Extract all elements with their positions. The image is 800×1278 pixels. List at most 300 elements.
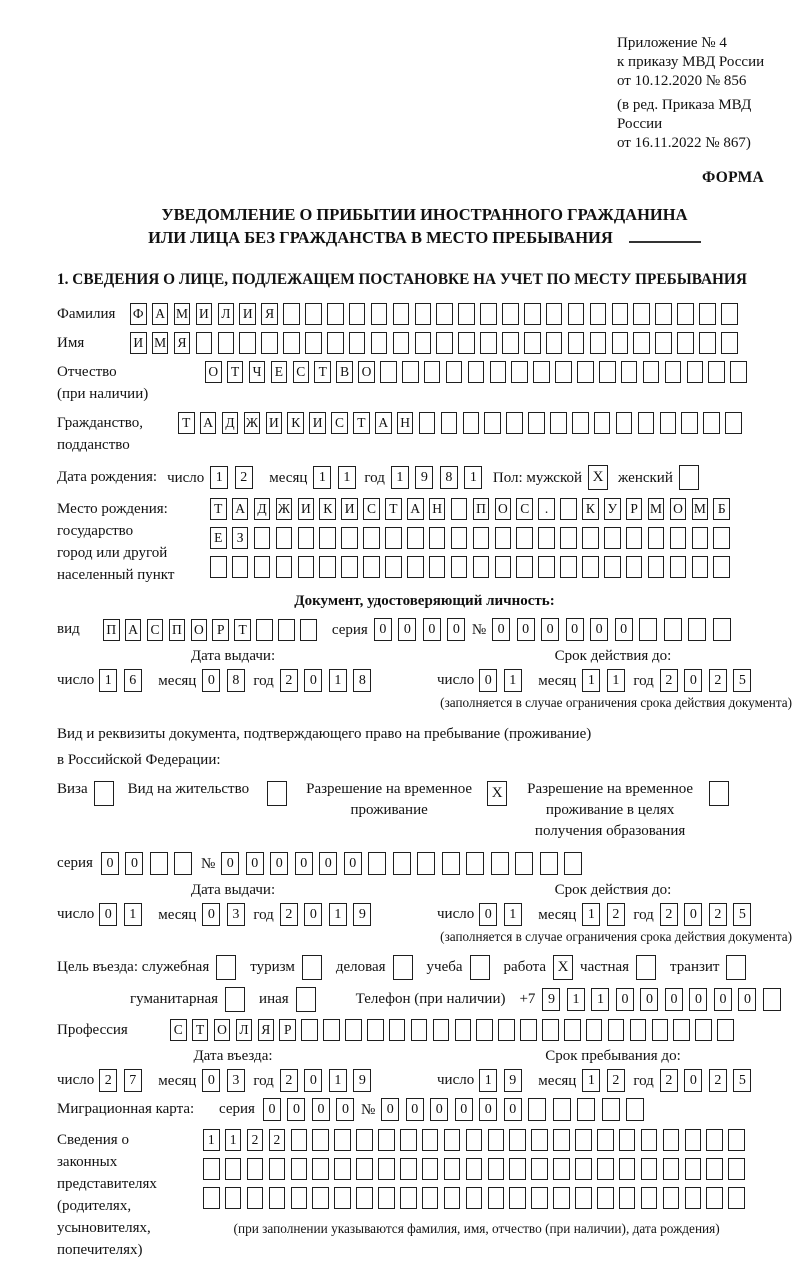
empty-cell[interactable] (538, 527, 555, 549)
empty-cell[interactable] (436, 303, 453, 325)
empty-cell[interactable] (577, 361, 594, 383)
empty-cell[interactable] (291, 1187, 308, 1209)
empty-cell[interactable] (502, 332, 519, 354)
empty-cell[interactable] (616, 412, 633, 434)
empty-cell[interactable] (582, 556, 599, 578)
char-cell[interactable]: 9 (353, 903, 371, 926)
empty-cell[interactable] (619, 1129, 636, 1151)
empty-cell[interactable] (533, 361, 550, 383)
empty-cell[interactable] (564, 1019, 581, 1041)
empty-cell[interactable] (643, 361, 660, 383)
empty-cell[interactable] (466, 1129, 483, 1151)
empty-cell[interactable] (276, 556, 293, 578)
char-cell[interactable]: 0 (684, 1069, 702, 1092)
empty-cell[interactable] (630, 1019, 647, 1041)
empty-cell[interactable] (256, 619, 273, 641)
empty-cell[interactable] (356, 1129, 373, 1151)
empty-cell[interactable] (466, 1187, 483, 1209)
empty-cell[interactable] (577, 1098, 595, 1121)
empty-cell[interactable] (685, 1158, 702, 1180)
empty-cell[interactable] (363, 527, 380, 549)
char-cell[interactable]: 0 (398, 618, 416, 641)
empty-cell[interactable] (455, 1019, 472, 1041)
empty-cell[interactable] (305, 303, 322, 325)
empty-cell[interactable] (402, 361, 419, 383)
char-cell[interactable]: 2 (709, 903, 727, 926)
empty-cell[interactable] (444, 1187, 461, 1209)
empty-cell[interactable] (692, 556, 709, 578)
char-cell[interactable]: 0 (374, 618, 392, 641)
empty-cell[interactable] (312, 1129, 329, 1151)
empty-cell[interactable] (639, 618, 657, 641)
empty-cell[interactable] (568, 332, 585, 354)
char-cell[interactable]: 9 (542, 988, 560, 1011)
char-cell[interactable]: К (319, 498, 336, 520)
empty-cell[interactable] (721, 332, 738, 354)
empty-cell[interactable] (225, 1187, 242, 1209)
empty-cell[interactable] (305, 332, 322, 354)
empty-cell[interactable] (663, 1187, 680, 1209)
empty-cell[interactable] (319, 527, 336, 549)
empty-cell[interactable] (663, 1158, 680, 1180)
char-cell[interactable]: 0 (304, 1069, 322, 1092)
empty-cell[interactable] (633, 303, 650, 325)
empty-cell[interactable] (692, 527, 709, 549)
empty-cell[interactable] (389, 1019, 406, 1041)
empty-cell[interactable] (560, 498, 577, 520)
char-cell[interactable]: 0 (125, 852, 143, 875)
empty-cell[interactable] (196, 332, 213, 354)
char-cell[interactable]: 8 (353, 669, 371, 692)
char-cell[interactable]: 0 (406, 1098, 424, 1121)
empty-cell[interactable] (298, 556, 315, 578)
char-cell[interactable]: 1 (591, 988, 609, 1011)
empty-cell[interactable] (524, 332, 541, 354)
empty-cell[interactable] (216, 955, 236, 980)
char-cell[interactable]: М (174, 303, 191, 325)
empty-cell[interactable] (713, 618, 731, 641)
char-cell[interactable]: 8 (440, 466, 458, 489)
empty-cell[interactable] (655, 332, 672, 354)
empty-cell[interactable] (203, 1158, 220, 1180)
char-cell[interactable]: Н (429, 498, 446, 520)
empty-cell[interactable] (417, 852, 435, 875)
empty-cell[interactable] (466, 852, 484, 875)
empty-cell[interactable] (400, 1187, 417, 1209)
empty-cell[interactable] (203, 1187, 220, 1209)
char-cell[interactable]: П (103, 619, 120, 641)
empty-cell[interactable] (638, 412, 655, 434)
empty-cell[interactable] (509, 1187, 526, 1209)
char-cell[interactable]: Е (271, 361, 288, 383)
empty-cell[interactable] (524, 303, 541, 325)
char-cell[interactable]: О (358, 361, 375, 383)
empty-cell[interactable] (516, 527, 533, 549)
empty-cell[interactable] (458, 332, 475, 354)
empty-cell[interactable] (763, 988, 781, 1011)
char-cell[interactable]: Л (218, 303, 235, 325)
empty-cell[interactable] (663, 1129, 680, 1151)
char-cell[interactable]: Т (192, 1019, 209, 1041)
char-cell[interactable]: 1 (329, 903, 347, 926)
empty-cell[interactable] (225, 987, 245, 1012)
empty-cell[interactable] (296, 987, 316, 1012)
empty-cell[interactable] (717, 1019, 734, 1041)
char-cell[interactable]: 1 (329, 1069, 347, 1092)
char-cell[interactable]: И (239, 303, 256, 325)
char-cell[interactable]: 2 (607, 1069, 625, 1092)
empty-cell[interactable] (633, 332, 650, 354)
char-cell[interactable]: О (205, 361, 222, 383)
char-cell[interactable]: С (363, 498, 380, 520)
char-cell[interactable]: 5 (733, 903, 751, 926)
empty-cell[interactable] (466, 1158, 483, 1180)
empty-cell[interactable] (597, 1187, 614, 1209)
empty-cell[interactable] (695, 1019, 712, 1041)
empty-cell[interactable] (480, 303, 497, 325)
char-cell[interactable]: Т (178, 412, 195, 434)
empty-cell[interactable] (312, 1187, 329, 1209)
char-cell[interactable]: Ф (130, 303, 147, 325)
empty-cell[interactable] (415, 303, 432, 325)
empty-cell[interactable] (393, 332, 410, 354)
char-cell[interactable]: 1 (124, 903, 142, 926)
empty-cell[interactable] (725, 412, 742, 434)
empty-cell[interactable] (713, 556, 730, 578)
empty-cell[interactable] (269, 1187, 286, 1209)
empty-cell[interactable] (378, 1129, 395, 1151)
empty-cell[interactable] (473, 556, 490, 578)
char-cell[interactable]: . (538, 498, 555, 520)
char-cell[interactable]: 0 (319, 852, 337, 875)
empty-cell[interactable] (356, 1158, 373, 1180)
char-cell[interactable]: 1 (313, 466, 331, 489)
char-cell[interactable]: 0 (263, 1098, 281, 1121)
empty-cell[interactable] (506, 412, 523, 434)
empty-cell[interactable] (538, 556, 555, 578)
empty-cell[interactable] (254, 556, 271, 578)
empty-cell[interactable] (590, 332, 607, 354)
char-cell[interactable]: 0 (336, 1098, 354, 1121)
char-cell[interactable]: О (191, 619, 208, 641)
char-cell[interactable]: 0 (541, 618, 559, 641)
empty-cell[interactable] (641, 1187, 658, 1209)
char-cell[interactable]: Б (713, 498, 730, 520)
char-cell[interactable]: А (125, 619, 142, 641)
char-cell[interactable]: Ж (244, 412, 261, 434)
empty-cell[interactable] (621, 361, 638, 383)
char-cell[interactable]: 5 (733, 1069, 751, 1092)
empty-cell[interactable] (415, 332, 432, 354)
char-cell[interactable]: М (648, 498, 665, 520)
empty-cell[interactable] (424, 361, 441, 383)
empty-cell[interactable] (422, 1129, 439, 1151)
empty-cell[interactable] (531, 1129, 548, 1151)
empty-cell[interactable] (688, 618, 706, 641)
char-cell[interactable]: Р (279, 1019, 296, 1041)
char-cell[interactable]: 0 (689, 988, 707, 1011)
empty-cell[interactable] (247, 1158, 264, 1180)
empty-cell[interactable] (560, 527, 577, 549)
char-cell[interactable]: 0 (270, 852, 288, 875)
char-cell[interactable]: 3 (227, 903, 245, 926)
empty-cell[interactable] (210, 556, 227, 578)
char-cell[interactable]: X (588, 465, 608, 490)
empty-cell[interactable] (283, 303, 300, 325)
empty-cell[interactable] (323, 1019, 340, 1041)
empty-cell[interactable] (451, 527, 468, 549)
char-cell[interactable]: 1 (479, 1069, 497, 1092)
char-cell[interactable]: 0 (381, 1098, 399, 1121)
char-cell[interactable]: И (196, 303, 213, 325)
empty-cell[interactable] (458, 303, 475, 325)
empty-cell[interactable] (626, 1098, 644, 1121)
empty-cell[interactable] (511, 361, 528, 383)
char-cell[interactable]: 0 (423, 618, 441, 641)
empty-cell[interactable] (367, 1019, 384, 1041)
empty-cell[interactable] (451, 556, 468, 578)
char-cell[interactable]: 1 (504, 669, 522, 692)
empty-cell[interactable] (509, 1158, 526, 1180)
empty-cell[interactable] (687, 361, 704, 383)
empty-cell[interactable] (380, 361, 397, 383)
empty-cell[interactable] (586, 1019, 603, 1041)
empty-cell[interactable] (371, 332, 388, 354)
empty-cell[interactable] (470, 955, 490, 980)
char-cell[interactable]: Д (222, 412, 239, 434)
empty-cell[interactable] (575, 1158, 592, 1180)
char-cell[interactable]: 1 (99, 669, 117, 692)
char-cell[interactable]: Я (174, 332, 191, 354)
empty-cell[interactable] (488, 1129, 505, 1151)
char-cell[interactable]: А (375, 412, 392, 434)
char-cell[interactable]: 2 (280, 1069, 298, 1092)
empty-cell[interactable] (703, 412, 720, 434)
empty-cell[interactable] (604, 527, 621, 549)
empty-cell[interactable] (411, 1019, 428, 1041)
empty-cell[interactable] (291, 1158, 308, 1180)
char-cell[interactable]: 0 (221, 852, 239, 875)
char-cell[interactable]: С (170, 1019, 187, 1041)
char-cell[interactable]: 0 (344, 852, 362, 875)
empty-cell[interactable] (341, 556, 358, 578)
char-cell[interactable]: 1 (464, 466, 482, 489)
char-cell[interactable]: 0 (738, 988, 756, 1011)
empty-cell[interactable] (590, 303, 607, 325)
empty-cell[interactable] (546, 332, 563, 354)
char-cell[interactable]: 2 (280, 903, 298, 926)
empty-cell[interactable] (473, 527, 490, 549)
empty-cell[interactable] (334, 1129, 351, 1151)
empty-cell[interactable] (302, 955, 322, 980)
char-cell[interactable]: В (336, 361, 353, 383)
empty-cell[interactable] (582, 527, 599, 549)
empty-cell[interactable] (677, 332, 694, 354)
empty-cell[interactable] (597, 1129, 614, 1151)
empty-cell[interactable] (442, 852, 460, 875)
empty-cell[interactable] (641, 1158, 658, 1180)
empty-cell[interactable] (664, 618, 682, 641)
char-cell[interactable]: 0 (714, 988, 732, 1011)
empty-cell[interactable] (564, 852, 582, 875)
empty-cell[interactable] (498, 1019, 515, 1041)
empty-cell[interactable] (550, 412, 567, 434)
empty-cell[interactable] (422, 1187, 439, 1209)
empty-cell[interactable] (278, 619, 295, 641)
char-cell[interactable]: 1 (582, 1069, 600, 1092)
char-cell[interactable]: 2 (660, 903, 678, 926)
empty-cell[interactable] (300, 619, 317, 641)
char-cell[interactable]: С (293, 361, 310, 383)
empty-cell[interactable] (291, 1129, 308, 1151)
char-cell[interactable]: 0 (504, 1098, 522, 1121)
empty-cell[interactable] (371, 303, 388, 325)
empty-cell[interactable] (706, 1187, 723, 1209)
empty-cell[interactable] (553, 1098, 571, 1121)
char-cell[interactable]: 1 (210, 466, 228, 489)
char-cell[interactable]: 1 (338, 466, 356, 489)
char-cell[interactable]: Т (385, 498, 402, 520)
char-cell[interactable]: 5 (733, 669, 751, 692)
empty-cell[interactable] (488, 1158, 505, 1180)
empty-cell[interactable] (648, 527, 665, 549)
char-cell[interactable]: 0 (304, 903, 322, 926)
empty-cell[interactable] (706, 1129, 723, 1151)
char-cell[interactable]: И (309, 412, 326, 434)
empty-cell[interactable] (531, 1187, 548, 1209)
char-cell[interactable]: 2 (99, 1069, 117, 1092)
char-cell[interactable]: 0 (202, 1069, 220, 1092)
empty-cell[interactable] (488, 1187, 505, 1209)
empty-cell[interactable] (670, 527, 687, 549)
empty-cell[interactable] (400, 1158, 417, 1180)
empty-cell[interactable] (612, 332, 629, 354)
char-cell[interactable]: 1 (504, 903, 522, 926)
empty-cell[interactable] (648, 556, 665, 578)
char-cell[interactable]: 0 (665, 988, 683, 1011)
char-cell[interactable]: 1 (607, 669, 625, 692)
char-cell[interactable]: З (232, 527, 249, 549)
char-cell[interactable]: 2 (709, 669, 727, 692)
empty-cell[interactable] (150, 852, 168, 875)
char-cell[interactable]: 0 (640, 988, 658, 1011)
char-cell[interactable]: И (341, 498, 358, 520)
char-cell[interactable]: 2 (280, 669, 298, 692)
char-cell[interactable]: М (692, 498, 709, 520)
empty-cell[interactable] (334, 1187, 351, 1209)
char-cell[interactable]: 1 (391, 466, 409, 489)
empty-cell[interactable] (345, 1019, 362, 1041)
char-cell[interactable]: А (200, 412, 217, 434)
char-cell[interactable]: 7 (124, 1069, 142, 1092)
char-cell[interactable]: 0 (684, 669, 702, 692)
empty-cell[interactable] (495, 527, 512, 549)
empty-cell[interactable] (531, 1158, 548, 1180)
empty-cell[interactable] (476, 1019, 493, 1041)
empty-cell[interactable] (546, 303, 563, 325)
char-cell[interactable]: И (130, 332, 147, 354)
empty-cell[interactable] (708, 361, 725, 383)
char-cell[interactable]: Л (236, 1019, 253, 1041)
char-cell[interactable]: Р (212, 619, 229, 641)
empty-cell[interactable] (553, 1187, 570, 1209)
empty-cell[interactable] (451, 498, 468, 520)
empty-cell[interactable] (509, 1129, 526, 1151)
empty-cell[interactable] (239, 332, 256, 354)
empty-cell[interactable] (319, 556, 336, 578)
char-cell[interactable]: 0 (479, 903, 497, 926)
char-cell[interactable]: X (553, 955, 573, 980)
char-cell[interactable]: 0 (430, 1098, 448, 1121)
char-cell[interactable]: П (169, 619, 186, 641)
char-cell[interactable]: Я (261, 303, 278, 325)
char-cell[interactable]: А (232, 498, 249, 520)
empty-cell[interactable] (685, 1129, 702, 1151)
empty-cell[interactable] (626, 556, 643, 578)
empty-cell[interactable] (608, 1019, 625, 1041)
char-cell[interactable]: 9 (504, 1069, 522, 1092)
empty-cell[interactable] (480, 332, 497, 354)
char-cell[interactable]: 9 (353, 1069, 371, 1092)
char-cell[interactable]: 1 (582, 903, 600, 926)
empty-cell[interactable] (636, 955, 656, 980)
empty-cell[interactable] (490, 361, 507, 383)
empty-cell[interactable] (444, 1158, 461, 1180)
char-cell[interactable]: 0 (304, 669, 322, 692)
empty-cell[interactable] (463, 412, 480, 434)
empty-cell[interactable] (218, 332, 235, 354)
char-cell[interactable]: 0 (312, 1098, 330, 1121)
empty-cell[interactable] (247, 1187, 264, 1209)
char-cell[interactable]: 0 (566, 618, 584, 641)
char-cell[interactable]: 0 (479, 1098, 497, 1121)
empty-cell[interactable] (484, 412, 501, 434)
empty-cell[interactable] (378, 1158, 395, 1180)
empty-cell[interactable] (679, 465, 699, 490)
char-cell[interactable]: Т (227, 361, 244, 383)
char-cell[interactable]: 0 (615, 618, 633, 641)
empty-cell[interactable] (728, 1187, 745, 1209)
empty-cell[interactable] (441, 412, 458, 434)
char-cell[interactable]: Я (258, 1019, 275, 1041)
char-cell[interactable]: 8 (227, 669, 245, 692)
char-cell[interactable]: X (487, 781, 507, 806)
char-cell[interactable]: К (582, 498, 599, 520)
empty-cell[interactable] (560, 556, 577, 578)
char-cell[interactable]: А (152, 303, 169, 325)
empty-cell[interactable] (261, 332, 278, 354)
empty-cell[interactable] (699, 332, 716, 354)
empty-cell[interactable] (575, 1129, 592, 1151)
char-cell[interactable]: П (473, 498, 490, 520)
empty-cell[interactable] (407, 556, 424, 578)
empty-cell[interactable] (400, 1129, 417, 1151)
char-cell[interactable]: Т (234, 619, 251, 641)
empty-cell[interactable] (363, 556, 380, 578)
char-cell[interactable]: 0 (517, 618, 535, 641)
char-cell[interactable]: С (147, 619, 164, 641)
char-cell[interactable]: О (670, 498, 687, 520)
empty-cell[interactable] (515, 852, 533, 875)
empty-cell[interactable] (516, 556, 533, 578)
empty-cell[interactable] (429, 556, 446, 578)
empty-cell[interactable] (520, 1019, 537, 1041)
empty-cell[interactable] (378, 1187, 395, 1209)
empty-cell[interactable] (665, 361, 682, 383)
empty-cell[interactable] (670, 556, 687, 578)
empty-cell[interactable] (312, 1158, 329, 1180)
empty-cell[interactable] (468, 361, 485, 383)
